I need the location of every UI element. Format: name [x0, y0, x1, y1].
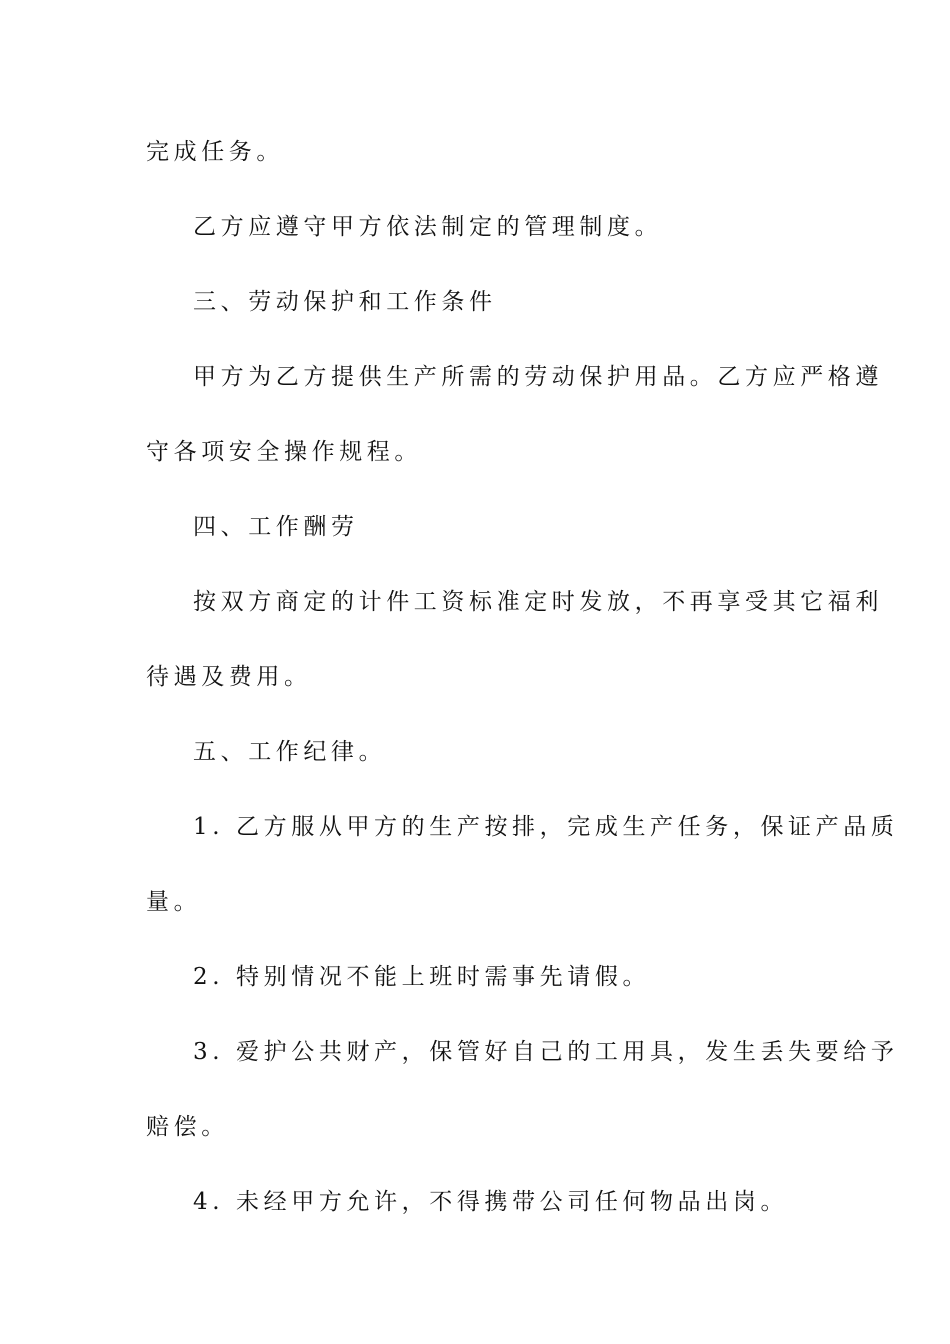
paragraph-line: 甲方为乙方提供生产所需的劳动保护用品。乙方应严格遵 [193, 364, 883, 390]
section-heading: 三、劳动保护和工作条件 [193, 289, 497, 315]
paragraph-line: 按双方商定的计件工资标准定时发放，不再享受其它福利 [193, 589, 883, 615]
list-item-continuation: 量。 [146, 889, 202, 915]
paragraph-line: 待遇及费用。 [146, 664, 312, 690]
section-heading: 五、工作纪律。 [193, 739, 387, 765]
paragraph-line: 乙方应遵守甲方依法制定的管理制度。 [193, 214, 663, 240]
list-item: 2. 特别情况不能上班时需事先请假。 [193, 964, 651, 990]
list-item-continuation: 赔偿。 [146, 1114, 229, 1140]
paragraph-line: 守各项安全操作规程。 [146, 439, 422, 465]
list-item: 3. 爱护公共财产，保管好自己的工用具，发生丢失要给予 [193, 1039, 899, 1065]
list-item: 4. 未经甲方允许，不得携带公司任何物品出岗。 [193, 1189, 789, 1215]
paragraph-line: 完成任务。 [146, 139, 284, 165]
list-item: 1. 乙方服从甲方的生产按排，完成生产任务，保证产品质 [193, 814, 899, 840]
section-heading: 四、工作酬劳 [193, 514, 359, 540]
